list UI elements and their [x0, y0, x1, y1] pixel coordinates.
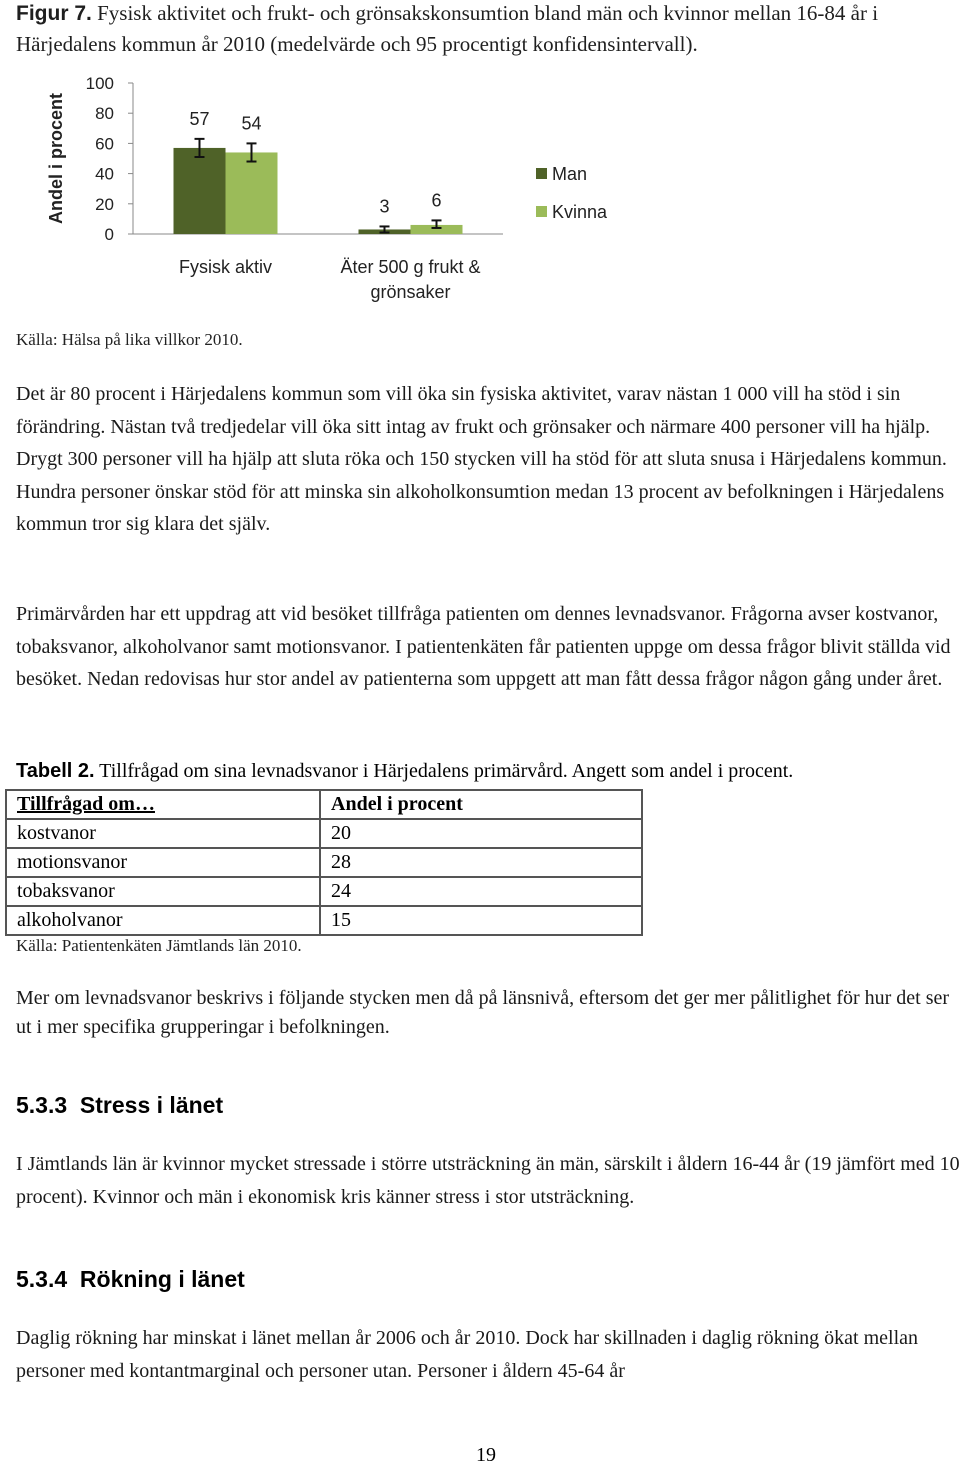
section-heading-stress: 5.3.3 Stress i länet [16, 1092, 224, 1118]
row-value: 28 [320, 848, 642, 877]
y-axis-label: Andel i procent [46, 92, 66, 225]
y-tick-label: 20 [95, 194, 114, 214]
table-row [6, 877, 642, 906]
data-label: 6 [431, 190, 442, 211]
paragraph-2: Primärvården har ett uppdrag att vid besöket tillfråga patienten om dennes levnadsvanor. Frågorna avser kostvanor, tobaksvanor, alkoholvanor samt motionsvanor. I patientenkäten får patienten uppge om dessa frågor blivit ställda vid besöket. Nedan redovisas hur stor andel av patienterna som uppgett att man fått dessa frågor någon gång under året. [16, 603, 951, 690]
bar-kvinna-0 [226, 152, 278, 234]
x-category-label: Äter 500 g frukt & grönsaker [340, 257, 481, 302]
table-source: Källa: Patientenkäten Jämtlands län 2010. [16, 936, 302, 955]
paragraph-5: Daglig rökning har minskat i länet mellan år 2006 och år 2010. Dock har skillnaden i daglig rökning ökat mellan personer med kontantmarginal och personer utan. Personer i åldern 45-64 år [16, 1327, 919, 1382]
table-caption-text: Tillfrågad om sina levnadsvanor i Härjedalens primärvård. Angett som andel i procent. [94, 760, 794, 782]
table-row [6, 819, 642, 848]
y-tick-label: 100 [85, 74, 114, 93]
figure-source: Källa: Hälsa på lika villkor 2010. [16, 330, 243, 349]
figure-label: Figur 7. [16, 2, 92, 25]
x-category-label: Fysisk aktiv [178, 257, 273, 277]
paragraph-3: Mer om levnadsvanor beskrivs i följande stycken men då på länsnivå, eftersom det ger mer pålitlighet för hur det ser ut i mer specifika grupperingar i befolkningen. [16, 987, 950, 1038]
bar-chart [0, 60, 660, 320]
section-heading-rokning: 5.3.4 Rökning i länet [16, 1266, 245, 1292]
row-label: kostvanor [17, 822, 96, 844]
table-row [6, 848, 642, 877]
figure-caption [16, 0, 946, 60]
legend-label-man: Man [552, 164, 588, 184]
legend-swatch-kvinna [536, 206, 547, 217]
table-header-row [6, 790, 642, 819]
figure-caption-text: Fysisk aktivitet och frukt- och grönsakskonsumtion bland män och kvinnor mellan 16-84 år i Härjedalens kommun år 2010 (medelvärde och 95 procentigt konfidensintervall). [16, 1, 879, 56]
y-tick-label: 0 [104, 225, 114, 244]
row-label: motionsvanor [17, 851, 127, 873]
y-tick-label: 60 [95, 134, 114, 154]
y-tick-label: 40 [95, 164, 114, 184]
data-label: 57 [189, 108, 210, 129]
paragraph-4: I Jämtlands län är kvinnor mycket stressade i större utsträckning än män, särskilt i åldern 16-44 år (19 jämfört med 10 procent). Kvinnor och män i ekonomisk kris känner stress i stor utsträckning. [16, 1153, 960, 1208]
row-value: 24 [320, 877, 642, 906]
data-label: 54 [241, 113, 262, 134]
y-tick-label: 80 [95, 104, 114, 124]
row-value: 15 [320, 906, 642, 935]
row-value: 20 [320, 819, 642, 848]
bar-man-0 [174, 148, 226, 234]
table-caption [16, 760, 960, 783]
legend-swatch-man [536, 168, 547, 179]
page-number: 19 [476, 1444, 496, 1466]
header-andel: Andel i procent [331, 793, 463, 815]
header-tillfragad: Tillfrågad om… [17, 793, 155, 815]
data-label: 3 [379, 196, 390, 217]
levnadsvanor-table [5, 789, 643, 936]
row-label: tobaksvanor [17, 880, 115, 902]
legend-label-kvinna: Kvinna [552, 202, 608, 222]
table-label: Tabell 2. [16, 760, 95, 782]
table-row [6, 906, 642, 935]
row-label: alkoholvanor [17, 909, 123, 931]
paragraph-1: Det är 80 procent i Härjedalens kommun som vill öka sin fysiska aktivitet, varav nästan 1 000 vill ha stöd i sin förändring. Nästan två tredjedelar vill öka sitt intag av frukt och grönsaker och närmare 400 personer vill ha hjälp. Drygt 300 personer vill ha hjälp att sluta röka och 150 stycken vill ha stöd för att sluta snusa i Härjedalens kommun. Hundra personer önskar stöd för att minska sin alkoholkonsumtion medan 13 procent av befolkningen i Härjedalens kommun tror sig klara det själv. [16, 383, 947, 535]
